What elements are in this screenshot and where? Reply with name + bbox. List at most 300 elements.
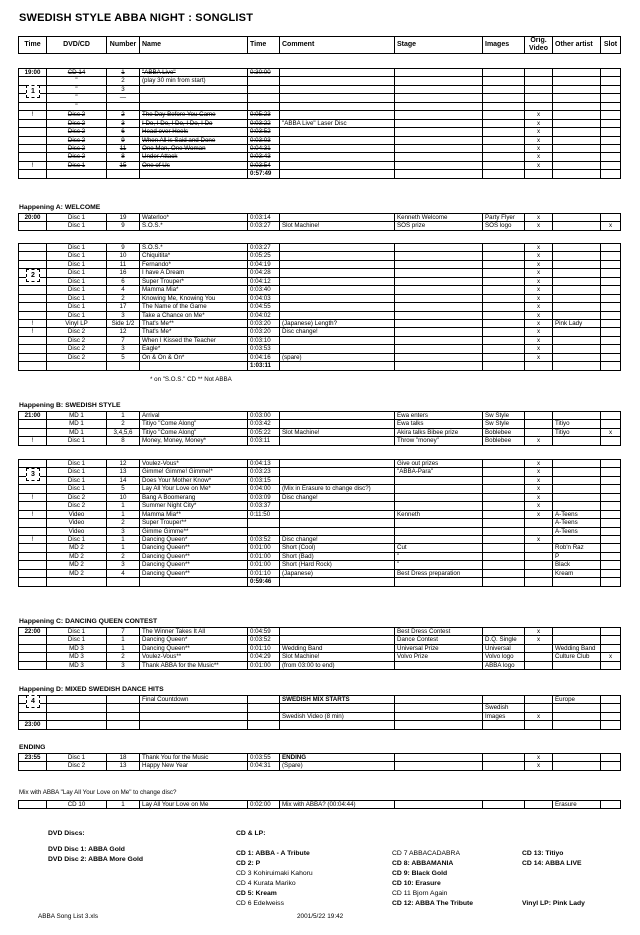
cell-slot: x (601, 222, 621, 230)
cell-orig-video: x (525, 153, 553, 161)
cell-comment (280, 144, 395, 152)
cell-slot (601, 510, 621, 518)
cell-images (483, 277, 525, 285)
table-row (19, 578, 621, 586)
cell-disc: Disc 2 (47, 353, 107, 361)
cell-duration: 0:03:53 (248, 345, 280, 353)
cell-time: ! (19, 493, 47, 501)
cell-time (19, 712, 47, 720)
cell-orig-video: x (525, 476, 553, 484)
cell-orig-video (525, 704, 553, 712)
cell-duration: 0:03:22 (248, 119, 280, 127)
cell-slot (601, 712, 621, 720)
cell-other-artist (553, 712, 601, 720)
cell-slot (601, 801, 621, 809)
cell-comment: (Mix in Erasure to change disc?) (280, 485, 395, 493)
cell-duration: 0:05:22 (248, 428, 280, 436)
cdlp-heading: CD & LP: (236, 830, 266, 837)
cell-images (483, 762, 525, 770)
cell-comment (280, 294, 395, 302)
cell-comment: Slot Machine! (280, 428, 395, 436)
table-row (19, 345, 621, 353)
cell-other-artist (553, 353, 601, 361)
cell-disc: Disc 2 (47, 136, 107, 144)
cell-orig-video (525, 170, 553, 178)
cell-number: 13 (107, 762, 140, 770)
cell-disc: Disc 1 (47, 260, 107, 268)
cell-images (483, 252, 525, 260)
cd-entry: CD 9: Black Gold (392, 870, 448, 877)
cell-comment (280, 102, 395, 110)
cell-other-artist: Erasure (553, 801, 601, 809)
cd-list-col2 (392, 849, 473, 909)
cell-time (19, 527, 47, 535)
cell-slot (601, 277, 621, 285)
cell-time (19, 420, 47, 428)
cd-entry: CD 1: ABBA - A Tribute (236, 850, 310, 857)
cell-orig-video (525, 362, 553, 370)
cell-slot (601, 485, 621, 493)
cell-images: Universal (483, 644, 525, 652)
cell-other-artist (553, 345, 601, 353)
cd-entry: CD 10: Erasure (392, 880, 441, 887)
cell-number: 19 (107, 214, 140, 222)
cell-comment: Wedding Band (280, 644, 395, 652)
cell-disc: Disc 2 (47, 493, 107, 501)
cell-orig-video: x (525, 319, 553, 327)
cell-images: Party Flyer (483, 214, 525, 222)
cell-orig-video: x (525, 510, 553, 518)
table-row (19, 119, 621, 127)
cell-images (483, 286, 525, 294)
cell-other-artist: A-Teens (553, 527, 601, 535)
cell-time (19, 303, 47, 311)
cell-disc: Video (47, 519, 107, 527)
cell-disc: Disc 1 (47, 303, 107, 311)
cell-time (19, 561, 47, 569)
cell-duration: 0:04:02 (248, 311, 280, 319)
cell-duration: 0:03:43 (248, 153, 280, 161)
cell-images (483, 111, 525, 119)
cell-disc: " (47, 77, 107, 85)
cell-comment (280, 502, 395, 510)
cell-number: 2 (107, 294, 140, 302)
cell-other-artist (553, 437, 601, 445)
cell-duration: 0:03:20 (248, 319, 280, 327)
cell-images: Swedish (483, 704, 525, 712)
cell-time: 23:55 (19, 754, 47, 762)
cell-name (140, 85, 248, 93)
cell-name (140, 102, 248, 110)
cell-stage (395, 128, 483, 136)
cell-disc: Disc 2 (47, 111, 107, 119)
cell-slot (601, 244, 621, 252)
cell-stage (395, 260, 483, 268)
cell-other-artist (553, 485, 601, 493)
cell-other-artist (553, 214, 601, 222)
cell-name (140, 170, 248, 178)
cell-disc (47, 696, 107, 704)
cell-slot (601, 161, 621, 169)
cell-other-artist (553, 294, 601, 302)
cell-disc: Disc 2 (47, 119, 107, 127)
cell-comment (280, 412, 395, 420)
cell-duration: 0:04:28 (248, 269, 280, 277)
cell-orig-video: x (525, 311, 553, 319)
cell-duration: 0:59:46 (248, 578, 280, 586)
cell-number (107, 704, 140, 712)
cell-number: 17 (107, 303, 140, 311)
cell-orig-video: x (525, 460, 553, 468)
cd-entry: CD 5: Kream (236, 890, 277, 897)
cell-stage: Ewa talks (395, 420, 483, 428)
cell-disc: Disc 1 (47, 311, 107, 319)
cell-other-artist (553, 336, 601, 344)
cell-slot (601, 94, 621, 102)
cell-other-artist (553, 636, 601, 644)
cell-other-artist: Black (553, 561, 601, 569)
cell-name: Knowing Me, Knowing You (140, 294, 248, 302)
cell-images (483, 144, 525, 152)
cell-duration (248, 704, 280, 712)
cell-name: Dancing Queen** (140, 552, 248, 560)
cell-stage: Universal Prize (395, 644, 483, 652)
cell-disc: Disc 1 (47, 476, 107, 484)
cell-slot (601, 345, 621, 353)
cell-name: Gimme! Gimme! Gimme!* (140, 468, 248, 476)
table-row (19, 468, 621, 476)
cell-time (19, 153, 47, 161)
table-row (19, 636, 621, 644)
cell-comment: (spare) (280, 353, 395, 361)
cell-time (19, 502, 47, 510)
cell-slot (601, 170, 621, 178)
cell-name: Mamma Mia* (140, 286, 248, 294)
cell-stage (395, 244, 483, 252)
header-duration: Time (248, 37, 280, 54)
cell-disc: " (47, 102, 107, 110)
cell-disc: MD 2 (47, 561, 107, 569)
cell-images (483, 353, 525, 361)
table-row (19, 644, 621, 652)
cell-name: Dancing Queen** (140, 569, 248, 577)
cell-name: Eagle* (140, 345, 248, 353)
cell-name: Dancing Queen* (140, 535, 248, 543)
cell-disc: Disc 1 (47, 252, 107, 260)
cell-number: 1 (107, 644, 140, 652)
cell-stage (395, 721, 483, 729)
cell-number: 10 (107, 493, 140, 501)
cell-disc (47, 170, 107, 178)
cell-name: Mamma Mia** (140, 510, 248, 518)
cell-stage: Dance Contest (395, 636, 483, 644)
cell-duration: 0:01:00 (248, 544, 280, 552)
cell-images: SOS logo (483, 222, 525, 230)
cell-orig-video: x (525, 485, 553, 493)
cell-comment: SWEDISH MIX STARTS (280, 696, 395, 704)
cell-duration: 0:03:15 (248, 476, 280, 484)
cell-time (19, 77, 47, 85)
cell-disc: CD 10 (47, 801, 107, 809)
cell-orig-video (525, 578, 553, 586)
cell-orig-video (525, 519, 553, 527)
cell-number (107, 712, 140, 720)
footer-filename: ABBA Song List 3.xls (38, 913, 99, 920)
cell-stage (395, 269, 483, 277)
cell-duration: 0:01:00 (248, 561, 280, 569)
table-row (19, 519, 621, 527)
cell-images (483, 336, 525, 344)
cell-orig-video (525, 552, 553, 560)
cell-name: Head over Heels (140, 128, 248, 136)
cell-stage (395, 136, 483, 144)
cell-orig-video (525, 77, 553, 85)
cell-images: Volvo logo (483, 653, 525, 661)
cell-number: Side 1/2 (107, 319, 140, 327)
cell-name: The Day Before You Came (140, 111, 248, 119)
cell-stage (395, 801, 483, 809)
songlist-table-block (18, 627, 621, 670)
cell-time: 20:00 (19, 214, 47, 222)
cell-disc: Disc 1 (47, 222, 107, 230)
cell-number: 9 (107, 136, 140, 144)
cell-images: D.Q. Single (483, 636, 525, 644)
cell-slot (601, 754, 621, 762)
cell-images (483, 260, 525, 268)
table-row (19, 527, 621, 535)
cell-duration: 0:04:16 (248, 353, 280, 361)
cell-slot (601, 111, 621, 119)
cell-time: 21:00 (19, 412, 47, 420)
cell-disc: Vinyl LP (47, 319, 107, 327)
cell-number: 4 (107, 569, 140, 577)
cell-name: Take a Chance on Me* (140, 311, 248, 319)
cell-duration: 0:04:31 (248, 762, 280, 770)
songlist-table-block (18, 213, 621, 231)
cell-time: ! (19, 111, 47, 119)
cell-orig-video: x (525, 468, 553, 476)
cell-disc: MD 3 (47, 644, 107, 652)
cell-images (483, 311, 525, 319)
cell-time (19, 801, 47, 809)
cell-comment (280, 460, 395, 468)
cell-name (140, 721, 248, 729)
cell-time (19, 552, 47, 560)
cd-entry (522, 889, 585, 899)
cell-duration: 0:03:52 (248, 535, 280, 543)
cell-images (483, 170, 525, 178)
cell-name: Voulez-Vous** (140, 653, 248, 661)
cell-name: Voulez-Vous* (140, 460, 248, 468)
cell-stage (395, 754, 483, 762)
cell-stage (395, 696, 483, 704)
cell-stage (395, 294, 483, 302)
cell-stage (395, 111, 483, 119)
cell-disc: Disc 2 (47, 762, 107, 770)
cell-name: Lay All Your Love on Me* (140, 485, 248, 493)
cell-other-artist (553, 260, 601, 268)
cell-duration: 0:03:00 (248, 412, 280, 420)
cell-images (483, 468, 525, 476)
table-row (19, 437, 621, 445)
cell-time (19, 485, 47, 493)
cell-other-artist (553, 161, 601, 169)
cell-images (483, 328, 525, 336)
cell-images (483, 552, 525, 560)
cell-slot (601, 77, 621, 85)
cell-disc: Disc 2 (47, 328, 107, 336)
cell-images (483, 85, 525, 93)
section-marker: 1 (26, 85, 40, 98)
cell-duration (248, 696, 280, 704)
cell-stage (395, 527, 483, 535)
cell-duration: 0:04:12 (248, 277, 280, 285)
cell-slot (601, 319, 621, 327)
table-row (19, 569, 621, 577)
table-row (19, 493, 621, 501)
cell-duration: 0:03:10 (248, 336, 280, 344)
cell-orig-video (525, 94, 553, 102)
cell-time (19, 519, 47, 527)
cell-images: Sw Style (483, 412, 525, 420)
cell-orig-video: x (525, 144, 553, 152)
cell-duration: 1:03:11 (248, 362, 280, 370)
cell-disc: Disc 1 (47, 485, 107, 493)
cell-stage: Kenneth Welcome (395, 214, 483, 222)
cell-number: 1 (107, 801, 140, 809)
cd-entry: CD 12: ABBA The Tribute (392, 900, 474, 907)
cell-slot (601, 269, 621, 277)
cell-orig-video: x (525, 286, 553, 294)
cell-stage (395, 144, 483, 152)
cell-disc: Disc 1 (47, 437, 107, 445)
cell-slot (601, 437, 621, 445)
cell-disc: Disc 2 (47, 336, 107, 344)
table-row (19, 485, 621, 493)
cell-other-artist (553, 119, 601, 127)
cell-time (19, 260, 47, 268)
table-row (19, 712, 621, 720)
cell-stage: "ABBA-Para" (395, 468, 483, 476)
cell-slot (601, 476, 621, 484)
cell-other-artist (553, 170, 601, 178)
cell-time (19, 294, 47, 302)
cell-images (483, 476, 525, 484)
cell-comment (280, 170, 395, 178)
cell-comment (280, 527, 395, 535)
cell-number: 1 (107, 544, 140, 552)
cell-orig-video: x (525, 303, 553, 311)
cell-name (140, 578, 248, 586)
cell-other-artist: Titiyo (553, 420, 601, 428)
cell-orig-video: x (525, 244, 553, 252)
cell-other-artist: A-Teens (553, 519, 601, 527)
cell-stage (395, 328, 483, 336)
cell-orig-video (525, 85, 553, 93)
dvd-disc-1: DVD Disc 1: ABBA Gold (48, 846, 125, 853)
cell-other-artist (553, 412, 601, 420)
cell-images: Sw Style (483, 420, 525, 428)
cell-time (19, 569, 47, 577)
table-row (19, 353, 621, 361)
cell-slot (601, 420, 621, 428)
cell-number (107, 362, 140, 370)
cell-name: S.O.S.* (140, 244, 248, 252)
table-row (19, 428, 621, 436)
cell-comment (280, 311, 395, 319)
cell-other-artist (553, 102, 601, 110)
cell-number (107, 102, 140, 110)
table-row (19, 502, 621, 510)
cell-duration: 0:03:55 (248, 754, 280, 762)
dvd-heading: DVD Discs: (48, 830, 85, 837)
cell-stage (395, 303, 483, 311)
section-marker: 4 (26, 695, 40, 708)
cell-duration: 0:04:31 (248, 144, 280, 152)
header-time: Time (19, 37, 47, 54)
cell-time (19, 762, 47, 770)
table-row (19, 328, 621, 336)
cd-list-col3 (522, 849, 585, 909)
cell-disc: Disc 2 (47, 144, 107, 152)
cell-images (483, 362, 525, 370)
table-row (19, 111, 621, 119)
cell-other-artist: A-Teens (553, 510, 601, 518)
section-marker: 3 (26, 468, 40, 481)
cell-slot (601, 527, 621, 535)
cell-images: Boblebee (483, 428, 525, 436)
cell-stage: Kenneth (395, 510, 483, 518)
cell-duration (248, 519, 280, 527)
cell-number: 3 (107, 311, 140, 319)
cell-disc: CD 14 (47, 69, 107, 77)
cell-time: ! (19, 328, 47, 336)
cell-duration: 0:03:11 (248, 437, 280, 445)
cell-stage (395, 286, 483, 294)
cell-name: Dancing Queen* (140, 636, 248, 644)
cell-duration: 0:04:13 (248, 460, 280, 468)
cell-other-artist (553, 578, 601, 586)
cell-stage (395, 578, 483, 586)
cell-comment (280, 77, 395, 85)
cell-number: 8 (107, 153, 140, 161)
cell-stage: Throw "money" (395, 437, 483, 445)
cell-slot (601, 362, 621, 370)
cell-time (19, 311, 47, 319)
cell-orig-video: x (525, 260, 553, 268)
cell-stage: " (395, 552, 483, 560)
header-slot: Slot (601, 37, 621, 54)
cell-other-artist: P (553, 552, 601, 560)
cell-comment (280, 94, 395, 102)
table-row (19, 94, 621, 102)
cell-time (19, 170, 47, 178)
songlist-table-block (18, 695, 621, 730)
cell-time (19, 136, 47, 144)
cell-name (140, 94, 248, 102)
cell-stage: Ewa enters (395, 412, 483, 420)
cell-number: 9 (107, 244, 140, 252)
cell-slot (601, 303, 621, 311)
cell-images (483, 294, 525, 302)
cell-time (19, 286, 47, 294)
cell-images (483, 561, 525, 569)
cell-number: 8 (107, 437, 140, 445)
cell-other-artist (553, 493, 601, 501)
cell-duration: 0:03:40 (248, 286, 280, 294)
cell-stage: SOS prize (395, 222, 483, 230)
table-row (19, 136, 621, 144)
